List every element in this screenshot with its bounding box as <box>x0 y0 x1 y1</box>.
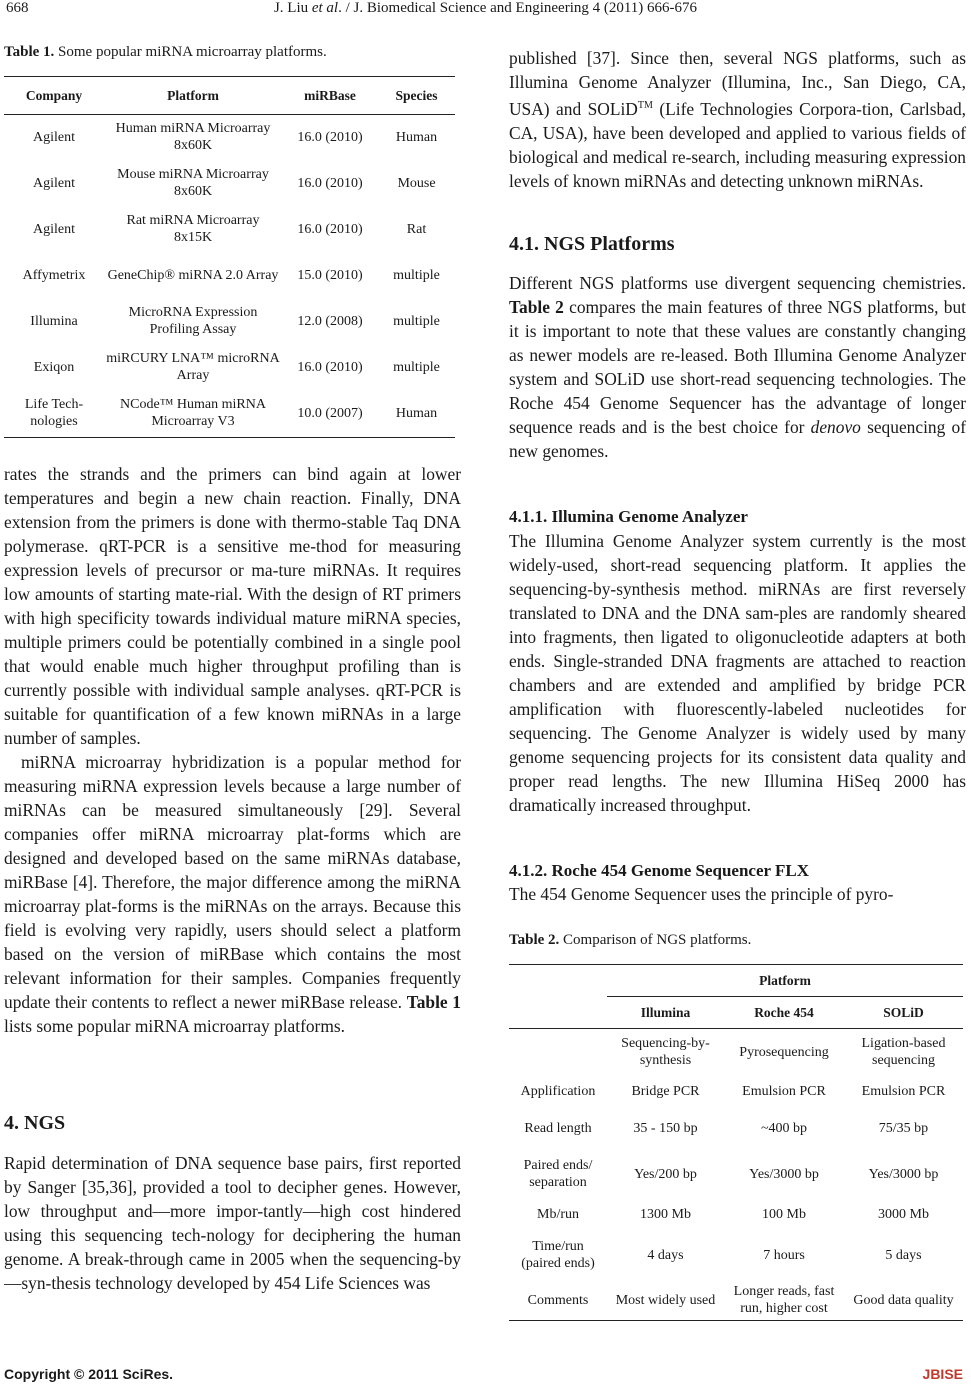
section-heading-ngs: 4. NGS <box>4 1112 66 1134</box>
table2-group-header-row <box>509 965 963 996</box>
table2-cell: Good data quality <box>853 1292 954 1308</box>
table1-cell: Agilent <box>33 221 75 237</box>
left-column-ngs <box>4 1151 461 1295</box>
section-heading-4-1-2: 4.1.2. Roche 454 Genome Sequencer FLX <box>509 861 809 880</box>
table2-cell <box>509 1028 607 1076</box>
table2-cell: 3000 Mb <box>878 1207 929 1222</box>
table2-header: SOLiD <box>883 1004 924 1020</box>
table1-cell: 16.0 (2010) <box>297 359 363 375</box>
table1-cell: Agilent <box>33 175 75 191</box>
table1-row <box>4 390 455 436</box>
table1-cell: Human <box>395 405 438 421</box>
table1-row <box>4 344 455 390</box>
table1-cell: 16.0 (2010) <box>297 129 363 145</box>
table1-row <box>4 206 455 252</box>
table1-cell: multiple <box>393 267 440 283</box>
table1-cell: Human <box>395 129 438 145</box>
table1-header-row <box>4 77 455 114</box>
table2-row <box>509 1280 963 1320</box>
table1-cell: 16.0 (2010) <box>297 175 363 191</box>
section-heading-4-1: 4.1. NGS Platforms <box>509 233 675 255</box>
table2-cell: Mb/run <box>537 1207 579 1222</box>
table2-caption: Table 2. Comparison of NGS platforms. <box>509 932 752 948</box>
table2-row <box>509 1149 963 1199</box>
table2-header: Illumina <box>640 1004 691 1020</box>
paragraph: Different NGS platforms use divergent sequencing chemistries. Table 2 compares the main features of three NGS platforms, but it is important to note that these values are constantly changing as newer models are re-leased. Both Illumina Genome Analyzer system and SOLiD use short-read sequencing technologies. The Roche 454 Genome Sequencer has the advantage of longer sequence reads and is the best choice for denovo sequencing of new genomes. <box>509 273 966 461</box>
table2-cell: 7 hours <box>763 1247 805 1263</box>
table1-cell: Affymetrix <box>22 267 86 283</box>
table1-header: Company <box>25 88 83 103</box>
paragraph: The Illumina Genome Analyzer system currently is the most widely-used, short-read sequencing platform. It applies the sequencing-by-synthesis method. miRNAs are first reversely translated to DNA and the DNA sam-ples are randomly sheared into fragments, then ligated to oligonucleotide adapters at both ends. Single-stranded DNA fragments are attached to reaction chambers and are extended and amplified by bridge PCR amplification with fluorescently-labeled nucleotides for sequencing. The Genome Analyzer is widely used by many genome sequencing projects for its consistent data quality and proper read lengths. The new Illumina HiSeq 2000 has dramatically increased throughput. <box>509 531 966 815</box>
table2-header: Roche 454 <box>754 1004 814 1020</box>
table1-caption: Table 1. Some popular miRNA microarray platforms. <box>4 44 327 60</box>
table1-row <box>4 160 455 206</box>
table1-cell: Mouse <box>397 175 436 191</box>
table2-row <box>509 1199 963 1230</box>
right-column-4-1-1 <box>509 529 966 817</box>
paragraph: The 454 Genome Sequencer uses the principle of pyro- <box>509 884 894 904</box>
table1-cell: 16.0 (2010) <box>297 221 363 237</box>
right-column-4-1 <box>509 271 966 463</box>
table2-cell: Read length <box>524 1120 592 1136</box>
table1-row <box>4 252 455 298</box>
table2-cell: Yes/200 bp <box>634 1166 697 1182</box>
table2-cell: 35 - 150 bp <box>633 1120 698 1136</box>
section-heading-4-1-1: 4.1.1. Illumina Genome Analyzer <box>509 507 748 526</box>
table1-cell: Rat <box>406 221 427 237</box>
table2-cell: Longer reads, fast run, higher cost <box>733 1284 835 1316</box>
table1-cell: 12.0 (2008) <box>297 313 363 329</box>
table1-header: miRBase <box>304 88 356 103</box>
table2-cell: Yes/3000 bp <box>749 1166 819 1182</box>
running-title: J. Liu et al. / J. Biomedical Science and Engineering 4 (2011) 666-676 <box>273 0 698 16</box>
table1-cell: 10.0 (2007) <box>297 405 363 421</box>
table2-cell: Bridge PCR <box>631 1084 700 1099</box>
table1-cell: Illumina <box>30 313 78 329</box>
paragraph: miRNA microarray hybridization is a popular method for measuring miRNA expression levels because a large number of miRNAs can be measured simultaneously [29]. Several companies offer miRNA microarray plat-forms which are designed and developed based on the same miRNAs database, miRBase [4]. Therefore, the major difference among the miRNA microarray plat-forms is the miRNAs on the arrays. Because this field is evolving very rapidly, users should select a platform based on the version of miRBase which contains the most relevant information for their samples. Companies frequently update their contents to reflect a newer miRBase release. Table 1 lists some popular miRNA microarray platforms. <box>4 752 461 1036</box>
table2-row <box>509 1230 963 1280</box>
table1-cell: Life Tech-nologies <box>24 397 84 429</box>
paragraph: Rapid determination of DNA sequence base pairs, first reported by Sanger [35,36], provided a tool to decipher genes. However, low throughput and—more impor-tantly—high cost hindered using this sequencing tech-nology for deciphering the human genome. A break-through came in 2005 when the sequencing-by—syn-thesis technology developed by 454 Life Sciences was <box>4 1153 461 1293</box>
table2-cell: Pyrosequencing <box>739 1044 829 1060</box>
left-column <box>4 462 461 1038</box>
table2-cell: ~400 bp <box>760 1120 808 1136</box>
table1-row <box>4 298 455 344</box>
table1-cell: miRCURY LNA™ microRNA Array <box>106 351 280 383</box>
table2-header-row <box>509 996 963 1028</box>
paragraph: published [37]. Since then, several NGS platforms, such as Illumina Genome Analyzer (Illumina, Inc., San Diego, CA, USA) and SOLiD™ (Life Technologies Corpora-tion, Carlsbad, CA, USA), have been developed and applied to various fields of biological and medical re-search, including measuring expression levels of known miRNAs and detecting unknown miRNAs. <box>509 48 966 191</box>
table2-row <box>509 1107 963 1149</box>
table2-cell: Ligation-based sequencing <box>861 1036 946 1068</box>
table1 <box>4 77 455 436</box>
table2-group-header: Platform <box>759 973 811 988</box>
right-column-top <box>509 46 966 193</box>
table2-cell: Emulsion PCR <box>861 1084 946 1099</box>
table2-bottom-rule <box>509 1320 963 1321</box>
table1-cell: MicroRNA Expression Profiling Assay <box>128 305 258 337</box>
copyright-notice: Copyright © 2011 SciRes. <box>4 1366 174 1382</box>
table1-cell: Agilent <box>33 129 75 145</box>
table1-cell: Rat miRNA Microarray 8x15K <box>126 213 260 245</box>
table2-cell: Applification <box>520 1084 596 1099</box>
table2-cell: 75/35 bp <box>878 1120 929 1136</box>
table2-cell: 1300 Mb <box>640 1207 691 1222</box>
table2-cell: Most widely used <box>615 1292 716 1308</box>
table1-row <box>4 114 455 160</box>
paragraph: rates the strands and the primers can bind again at lower temperatures and begin a new chain reaction. Finally, DNA extension from the primers is done with thermo-stable Taq DNA polymerase. qRT-PCR is a sensitive me-thod for measuring expression levels of precursor or ma-ture miRNAs. It requires low amounts of starting mate-rial. With the design of RT primers with high specificity towards individual mature miRNA species, multiple primers could be potentially combined in a single pool that would enable much higher throughput profiling than is currently possible with individual sample analyses. qRT-PCR is suitable for quantification of a few known miRNAs in a large number of samples. <box>4 464 461 748</box>
table2-cell: Yes/3000 bp <box>868 1166 939 1182</box>
table1-cell: Exiqon <box>33 359 75 375</box>
page-number: 668 <box>6 0 29 16</box>
table1-header: Platform <box>167 88 219 103</box>
table2-row <box>509 1028 963 1076</box>
table2-row <box>509 1076 963 1107</box>
table2-cell: Paired ends/ separation <box>523 1158 593 1190</box>
table1-cell: 15.0 (2010) <box>297 267 363 283</box>
table2-cell: Sequencing-by-synthesis <box>621 1036 710 1068</box>
table1-cell: GeneChip® miRNA 2.0 Array <box>107 267 279 283</box>
table2-cell: Time/run (paired ends) <box>521 1239 595 1271</box>
table1-cell: Human miRNA Microarray 8x60K <box>115 121 271 153</box>
table1-cell: NCode™ Human miRNA Microarray V3 <box>120 397 266 429</box>
table2-cell: Comments <box>527 1292 589 1308</box>
table1-bottom-rule <box>4 437 455 438</box>
table2 <box>509 965 963 1320</box>
table2-cell: 5 days <box>885 1247 922 1263</box>
table2-cell: 100 Mb <box>762 1207 806 1222</box>
table1-header: Species <box>395 88 438 103</box>
table1-cell: multiple <box>393 359 440 375</box>
table1-cell: Mouse miRNA Microarray 8x60K <box>117 167 269 199</box>
right-column-4-1-2 <box>509 882 966 906</box>
journal-name: JBISE <box>922 1366 963 1382</box>
table2-cell: Emulsion PCR <box>742 1084 826 1099</box>
table1-cell: multiple <box>393 313 440 329</box>
table2-cell: 4 days <box>647 1247 684 1263</box>
